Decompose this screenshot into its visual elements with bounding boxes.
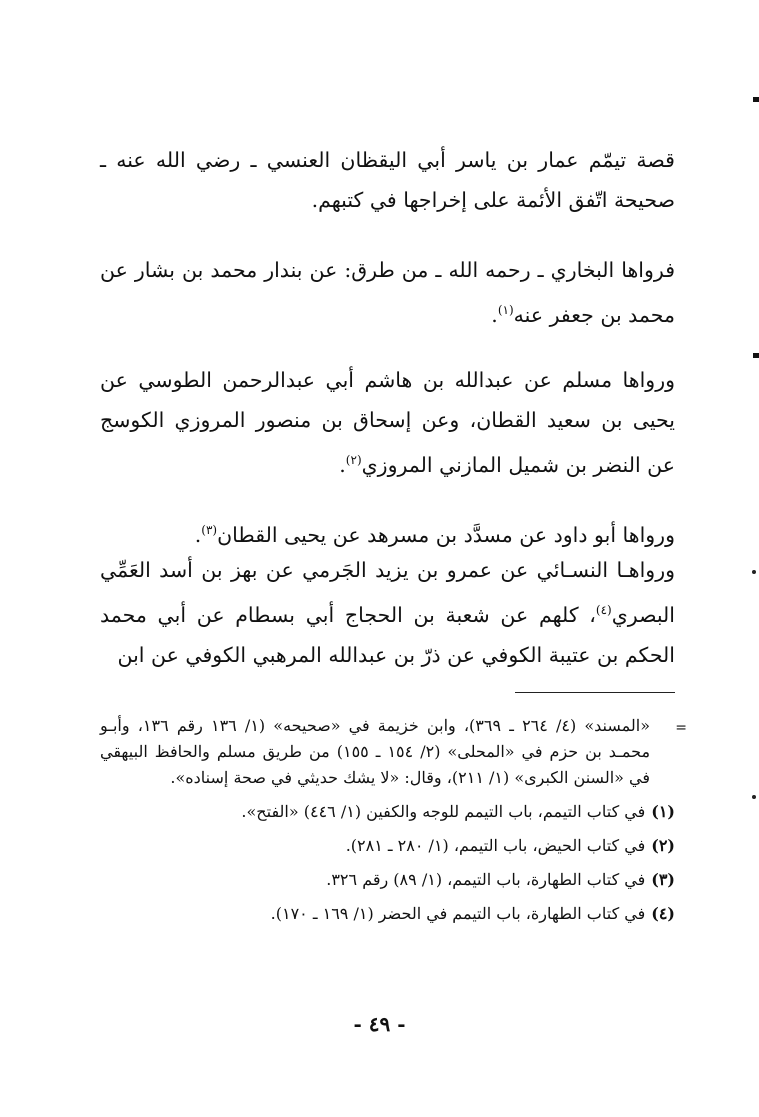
footnote-text: في كتاب التيمم، باب التيمم للوجه والكفين (١/ ٤٤٦) «الفتح». xyxy=(241,802,646,821)
footnote-text: «المسند» (٤/ ٢٦٤ ـ ٣٦٩)، وابن خزيمة في «صحيحه» (١/ ١٣٦ رقم ١٣٦، وأبـو محمـد بن حزم في «المحلى» (٢/ ١٥٤ ـ ١٥٥) من طريق مسلم والحافظ البيهقي في «السنن الكبرى» (١/ ٢١١)، وقال: «لا يشك حديثي في صحة إسناده». xyxy=(100,716,651,787)
edge-dot xyxy=(752,570,756,574)
footnote-divider xyxy=(515,692,675,693)
paragraph xyxy=(100,250,675,335)
footnotes xyxy=(100,713,687,931)
paragraph-end: . xyxy=(194,522,202,547)
paragraph xyxy=(100,550,675,675)
paragraph-text: فرواها البخاري ـ رحمه الله ـ من طرق: عن بندار محمد بن بشار عن محمد بن جعفر عنه xyxy=(100,258,675,327)
edge-dot xyxy=(752,795,756,799)
paragraph xyxy=(100,510,675,555)
paragraph xyxy=(100,360,675,485)
footnote-ref: (٢) xyxy=(345,453,362,467)
footnote-ref: (١) xyxy=(497,303,514,317)
paragraph-text: ، كلهم عن شعبة بن الحجاج أبي بسطام عن أبي محمد الحكم بن عتيبة الكوفي عن ذرّ بن عبدالله المرهبي الكوفي عن ابن xyxy=(100,602,675,667)
continuation-marker: = xyxy=(675,720,687,736)
footnote-text: في كتاب الطهارة، باب التيمم، (١/ ٨٩) رقم ٣٢٦. xyxy=(326,870,646,889)
footnote-ref: (٣) xyxy=(201,523,218,537)
footnote-number: (٣) xyxy=(651,870,675,889)
footnote-continuation xyxy=(100,713,687,791)
footnote-number: (١) xyxy=(651,802,675,821)
footnote-number: (٤) xyxy=(651,904,675,923)
paragraph-text: ورواها مسلم عن عبدالله بن هاشم أبي عبدالرحمن الطوسي عن يحيى بن سعيد القطان، وعن إسحاق بن منصور المروزي الكوسج عن النضر بن شميل المازني المروزي xyxy=(100,368,675,477)
footnote-item xyxy=(100,829,675,863)
footnote-item xyxy=(100,897,675,931)
paragraph: قصة تيمّم عمار بن ياسر أبي اليقظان العنسي ـ رضي الله عنه ـ صحيحة اتّفق الأئمة على إخراجها في كتبهم. xyxy=(100,148,675,212)
paragraph-end: . xyxy=(491,302,498,327)
paragraph-text: ورواها أبو داود عن مسدَّد بن مسرهد عن يحيى القطان xyxy=(217,522,675,547)
footnote-text: في كتاب الطهارة، باب التيمم في الحضر (١/ ١٦٩ ـ ١٧٠). xyxy=(270,904,646,923)
paragraph-text: ورواهـا النسـائي عن عمرو بن يزيد الجَرمي عن بهز بن أسد العَمِّي البصري xyxy=(100,558,675,627)
footnote-item xyxy=(100,795,675,829)
footnote-ref: (٤) xyxy=(595,603,612,617)
edge-mark xyxy=(753,353,759,358)
page-number: - ٤٩ - xyxy=(353,1012,406,1036)
footnote-text: في كتاب الحيض، باب التيمم، (١/ ٢٨٠ ـ ٢٨١). xyxy=(345,836,646,855)
footnote-item xyxy=(100,863,675,897)
paragraph-end: . xyxy=(339,452,346,477)
edge-mark xyxy=(753,97,759,102)
footnote-number: (٢) xyxy=(651,836,675,855)
